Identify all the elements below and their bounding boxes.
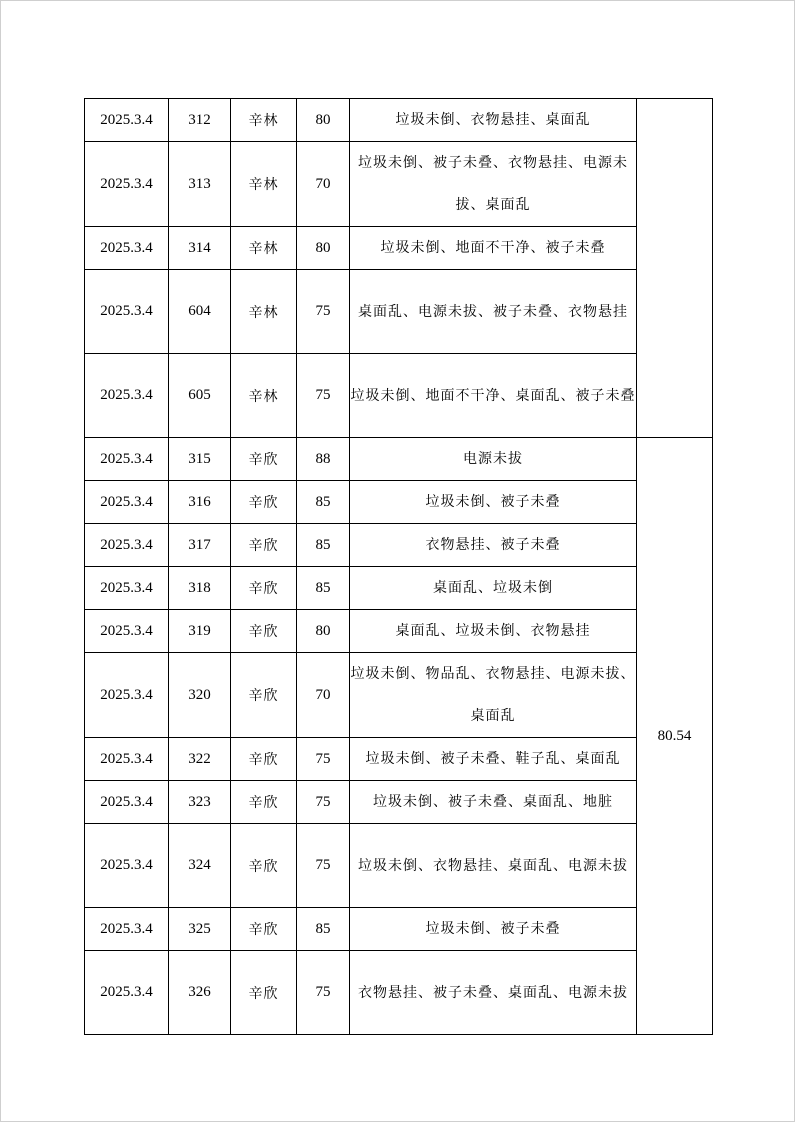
- inspector-cell: 辛欣: [231, 481, 297, 524]
- date-cell: 2025.3.4: [85, 142, 169, 227]
- table-row: [85, 951, 713, 1035]
- score-cell: 85: [297, 481, 350, 524]
- table-row: [85, 524, 713, 567]
- score-cell: 75: [297, 824, 350, 908]
- room-cell: 324: [169, 824, 231, 908]
- date-cell: 2025.3.4: [85, 270, 169, 354]
- issues-cell: 垃圾未倒、物品乱、衣物悬挂、电源未拔、桌面乱: [350, 653, 637, 738]
- score-cell: 85: [297, 567, 350, 610]
- score-cell: 70: [297, 142, 350, 227]
- table-row: [85, 781, 713, 824]
- date-cell: 2025.3.4: [85, 227, 169, 270]
- room-cell: 319: [169, 610, 231, 653]
- issues-cell: 垃圾未倒、被子未叠、桌面乱、地脏: [350, 781, 637, 824]
- score-cell: 88: [297, 438, 350, 481]
- table-row: [85, 824, 713, 908]
- room-cell: 604: [169, 270, 231, 354]
- issues-cell: 衣物悬挂、被子未叠、桌面乱、电源未拔: [350, 951, 637, 1035]
- average-cell: 80.54: [637, 438, 713, 1035]
- score-cell: 75: [297, 738, 350, 781]
- room-cell: 317: [169, 524, 231, 567]
- issues-cell: 垃圾未倒、被子未叠、鞋子乱、桌面乱: [350, 738, 637, 781]
- issues-cell: 垃圾未倒、被子未叠: [350, 481, 637, 524]
- table-row: [85, 653, 713, 738]
- table-row: [85, 227, 713, 270]
- room-cell: 322: [169, 738, 231, 781]
- score-cell: 80: [297, 610, 350, 653]
- table-row: [85, 567, 713, 610]
- average-cell: [637, 99, 713, 438]
- score-cell: 75: [297, 270, 350, 354]
- score-cell: 75: [297, 354, 350, 438]
- inspector-cell: 辛林: [231, 354, 297, 438]
- room-cell: 326: [169, 951, 231, 1035]
- table-row: [85, 610, 713, 653]
- room-cell: 314: [169, 227, 231, 270]
- issues-cell: 桌面乱、电源未拔、被子未叠、衣物悬挂: [350, 270, 637, 354]
- table-row: [85, 99, 713, 142]
- table-row: [85, 481, 713, 524]
- inspector-cell: 辛欣: [231, 438, 297, 481]
- date-cell: 2025.3.4: [85, 438, 169, 481]
- room-cell: 605: [169, 354, 231, 438]
- date-cell: 2025.3.4: [85, 524, 169, 567]
- inspector-cell: 辛林: [231, 227, 297, 270]
- table-row: [85, 354, 713, 438]
- room-cell: 312: [169, 99, 231, 142]
- date-cell: 2025.3.4: [85, 354, 169, 438]
- inspector-cell: 辛欣: [231, 567, 297, 610]
- inspector-cell: 辛欣: [231, 610, 297, 653]
- inspector-cell: 辛欣: [231, 951, 297, 1035]
- issues-cell: 垃圾未倒、被子未叠: [350, 908, 637, 951]
- score-cell: 70: [297, 653, 350, 738]
- score-cell: 85: [297, 524, 350, 567]
- inspector-cell: 辛欣: [231, 824, 297, 908]
- dorm-inspection-table: [84, 98, 713, 1035]
- inspector-cell: 辛欣: [231, 908, 297, 951]
- date-cell: 2025.3.4: [85, 951, 169, 1035]
- issues-cell: 桌面乱、垃圾未倒、衣物悬挂: [350, 610, 637, 653]
- inspector-cell: 辛林: [231, 270, 297, 354]
- room-cell: 325: [169, 908, 231, 951]
- issues-cell: 垃圾未倒、地面不干净、桌面乱、被子未叠: [350, 354, 637, 438]
- date-cell: 2025.3.4: [85, 824, 169, 908]
- date-cell: 2025.3.4: [85, 653, 169, 738]
- issues-cell: 垃圾未倒、衣物悬挂、桌面乱、电源未拔: [350, 824, 637, 908]
- issues-cell: 垃圾未倒、地面不干净、被子未叠: [350, 227, 637, 270]
- room-cell: 313: [169, 142, 231, 227]
- issues-cell: 桌面乱、垃圾未倒: [350, 567, 637, 610]
- date-cell: 2025.3.4: [85, 567, 169, 610]
- date-cell: 2025.3.4: [85, 99, 169, 142]
- table-row: [85, 438, 713, 481]
- issues-cell: 衣物悬挂、被子未叠: [350, 524, 637, 567]
- room-cell: 320: [169, 653, 231, 738]
- room-cell: 316: [169, 481, 231, 524]
- score-cell: 85: [297, 908, 350, 951]
- inspector-cell: 辛欣: [231, 524, 297, 567]
- table-row: [85, 738, 713, 781]
- score-cell: 80: [297, 99, 350, 142]
- issues-cell: 电源未拔: [350, 438, 637, 481]
- date-cell: 2025.3.4: [85, 781, 169, 824]
- date-cell: 2025.3.4: [85, 610, 169, 653]
- issues-cell: 垃圾未倒、被子未叠、衣物悬挂、电源未拔、桌面乱: [350, 142, 637, 227]
- date-cell: 2025.3.4: [85, 481, 169, 524]
- room-cell: 315: [169, 438, 231, 481]
- issues-cell: 垃圾未倒、衣物悬挂、桌面乱: [350, 99, 637, 142]
- date-cell: 2025.3.4: [85, 738, 169, 781]
- room-cell: 323: [169, 781, 231, 824]
- score-cell: 75: [297, 951, 350, 1035]
- inspector-cell: 辛林: [231, 142, 297, 227]
- inspector-cell: 辛林: [231, 99, 297, 142]
- table-row: [85, 270, 713, 354]
- score-cell: 75: [297, 781, 350, 824]
- inspector-cell: 辛欣: [231, 781, 297, 824]
- table-row: [85, 142, 713, 227]
- inspector-cell: 辛欣: [231, 653, 297, 738]
- room-cell: 318: [169, 567, 231, 610]
- score-cell: 80: [297, 227, 350, 270]
- inspector-cell: 辛欣: [231, 738, 297, 781]
- table-row: [85, 908, 713, 951]
- date-cell: 2025.3.4: [85, 908, 169, 951]
